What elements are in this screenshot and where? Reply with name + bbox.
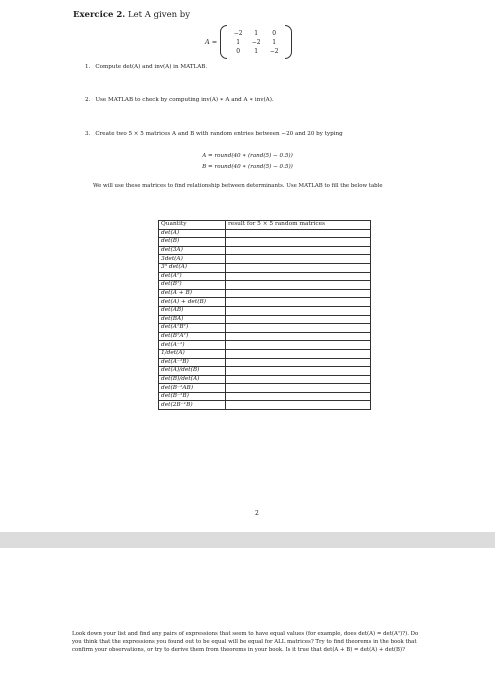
task-number: 2.: [85, 97, 91, 103]
result-cell[interactable]: [226, 349, 371, 358]
result-cell[interactable]: [226, 306, 371, 315]
task-text: Use MATLAB to check by computing inv(A) ∗ A and A ∗ inv(A).: [95, 97, 274, 103]
table-row: [159, 255, 371, 264]
result-cell[interactable]: [226, 401, 371, 410]
table-row: [159, 375, 371, 384]
matrix-grid: [227, 30, 285, 55]
result-cell[interactable]: [226, 272, 371, 281]
instructions-paragraph: We will use these matrices to find relationship between determinants. Use MATLAB to fill the below table: [93, 183, 383, 189]
header-quantity: Quantity: [159, 221, 226, 230]
result-cell[interactable]: [226, 332, 371, 341]
table-row: [159, 289, 371, 298]
task-text: Compute det(A) and inv(A) in MATLAB.: [95, 64, 208, 70]
result-cell[interactable]: [226, 255, 371, 264]
result-cell[interactable]: [226, 289, 371, 298]
determinant-table: [158, 220, 371, 410]
table-row: [159, 263, 371, 272]
result-cell[interactable]: [226, 392, 371, 401]
equation-b: B = round(40 ∗ (rand(5) − 0.5)): [202, 164, 293, 170]
result-cell[interactable]: [226, 324, 371, 333]
table-row: [159, 341, 371, 350]
header-result: result for 5 × 5 random matrices: [226, 221, 371, 230]
exercise-intro: Let A given by: [127, 10, 191, 20]
result-cell[interactable]: [226, 367, 371, 376]
result-cell[interactable]: [226, 315, 371, 324]
quantity-cell: det(B⁻¹AB): [159, 384, 226, 393]
result-cell[interactable]: [226, 263, 371, 272]
table-row: [159, 384, 371, 393]
table-row: [159, 367, 371, 376]
result-cell[interactable]: [226, 341, 371, 350]
quantity-cell: det(AB): [159, 306, 226, 315]
result-cell[interactable]: [226, 375, 371, 384]
quantity-cell: det(Bᵀ): [159, 281, 226, 290]
quantity-cell: 1/det(A): [159, 349, 226, 358]
matrix-cell: 0: [236, 47, 241, 55]
task-1: [85, 64, 207, 70]
table-row: [159, 392, 371, 401]
quantity-cell: det(A⁻¹): [159, 341, 226, 350]
matrix-lhs: A =: [205, 38, 218, 46]
page-number: 2: [255, 510, 259, 517]
result-cell[interactable]: [226, 298, 371, 307]
quantity-cell: det(B⁻¹B): [159, 392, 226, 401]
table-row: [159, 401, 371, 410]
matrix-cell: 1: [272, 38, 277, 46]
table-row: [159, 238, 371, 247]
matrix-a: [205, 25, 292, 59]
task-2: [85, 97, 274, 103]
exercise-heading: [73, 10, 190, 20]
equation-a: A = round(40 ∗ (rand(5) − 0.5)): [202, 153, 293, 159]
result-cell[interactable]: [226, 229, 371, 238]
result-cell[interactable]: [226, 246, 371, 255]
result-cell[interactable]: [226, 384, 371, 393]
quantity-cell: det(AᵀBᵀ): [159, 324, 226, 333]
table-row: [159, 298, 371, 307]
matrix-cell: −2: [269, 47, 279, 55]
table-row: [159, 324, 371, 333]
task-number: 3.: [85, 131, 91, 137]
left-bracket: [220, 25, 227, 59]
table-row: [159, 315, 371, 324]
table-header-row: [159, 221, 371, 230]
right-bracket: [285, 25, 292, 59]
quantity-cell: det(3A): [159, 246, 226, 255]
quantity-cell: det(A): [159, 229, 226, 238]
task-text: Create two 5 × 5 matrices A and B with random entries between −20 and 20 by typing: [95, 131, 343, 137]
matrix-cell: 1: [254, 29, 259, 37]
result-cell[interactable]: [226, 358, 371, 367]
quantity-cell: det(BA): [159, 315, 226, 324]
table-row: [159, 272, 371, 281]
document-page-2: [0, 548, 495, 700]
result-cell[interactable]: [226, 238, 371, 247]
task-number: 1.: [85, 64, 91, 70]
closing-paragraph: Look down your list and find any pairs of expressions that seem to have equal values (for example, does det(A) = det(Aᵀ)?). Do you think that the expressions you found out to be equal will be equal for ALL matrices? Try to find theorems in the book that confirm your observations, or try to derive them from theorems in your book. Is it true that det(A + B) = det(A) + det(B)?: [72, 631, 419, 653]
matrix-cell: −2: [233, 29, 243, 37]
quantity-cell: 3det(A): [159, 255, 226, 264]
quantity-cell: 3⁵ det(A): [159, 263, 226, 272]
matrix-cell: −2: [251, 38, 261, 46]
quantity-cell: det(B): [159, 238, 226, 247]
table-row: [159, 229, 371, 238]
table-row: [159, 358, 371, 367]
quantity-cell: det(A⁻¹B): [159, 358, 226, 367]
table-row: [159, 306, 371, 315]
table-row: [159, 349, 371, 358]
matrix-cell: 1: [236, 38, 241, 46]
result-cell[interactable]: [226, 281, 371, 290]
exercise-label: Exercice 2.: [73, 10, 126, 20]
task-3: [85, 131, 343, 137]
table-row: [159, 246, 371, 255]
table-row: [159, 281, 371, 290]
quantity-cell: det(BᵀAᵀ): [159, 332, 226, 341]
matrix-cell: 0: [272, 29, 277, 37]
table-body: [159, 229, 371, 409]
quantity-cell: det(B)/det(A): [159, 375, 226, 384]
quantity-cell: det(A + B): [159, 289, 226, 298]
table-row: [159, 332, 371, 341]
quantity-cell: det(2B⁻¹B): [159, 401, 226, 410]
quantity-cell: det(A) + det(B): [159, 298, 226, 307]
quantity-cell: det(A)/det(B): [159, 367, 226, 376]
matrix-cell: 1: [254, 47, 259, 55]
quantity-cell: det(Aᵀ): [159, 272, 226, 281]
